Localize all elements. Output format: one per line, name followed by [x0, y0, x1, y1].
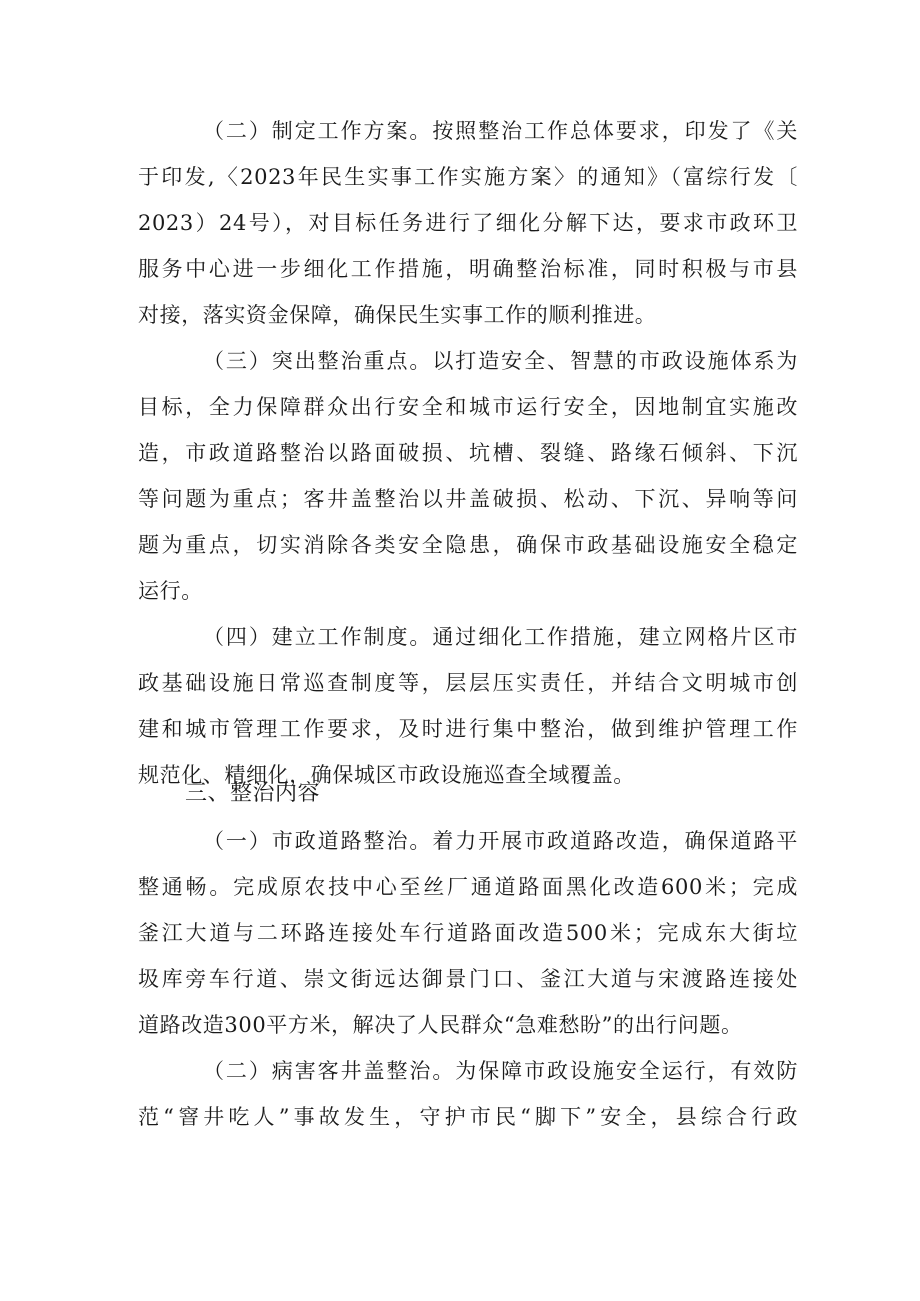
paragraph-2-line-4: 服务中心进一步细化工作措施，明确整治标准，同时积极与市县	[138, 257, 798, 281]
paragraph-4-line-4: 规范化、精细化，确保城区市政设施巡查全域覆盖。	[138, 763, 635, 787]
paragraph-3-line-6: 运行。	[138, 579, 203, 603]
section-3-paragraph-1-line-3: 釜江大道与二环路连接处车行道路面改造500米；完成东大街垃	[138, 921, 798, 945]
paragraph-4-line-3: 建和城市管理工作要求，及时进行集中整治，做到维护管理工作	[138, 717, 798, 741]
section-3-paragraph-1-line-2: 整通畅。完成原农技中心至丝厂通道路面黑化改造600米；完成	[138, 875, 798, 899]
section-3-paragraph-2-line-1: （二）病害客井盖整治。为保障市政设施安全运行，有效防	[203, 1059, 798, 1083]
paragraph-2-line-1: （二）制定工作方案。按照整治工作总体要求，印发了《关	[203, 119, 798, 143]
paragraph-3-line-5: 题为重点，切实消除各类安全隐患，确保市政基础设施安全稳定	[138, 533, 798, 557]
section-3-paragraph-2-line-2: 范“窨井吃人”事故发生，守护市民“脚下”安全，县综合行政	[138, 1105, 798, 1129]
paragraph-4-line-2: 政基础设施日常巡查制度等，层层压实责任，并结合文明城市创	[138, 671, 798, 695]
paragraph-3-line-1: （三）突出整治重点。以打造安全、智慧的市政设施体系为	[203, 349, 798, 373]
section-3-paragraph-1-line-1: （一）市政道路整治。着力开展市政道路改造，确保道路平	[203, 829, 798, 853]
paragraph-3-line-2: 目标，全力保障群众出行安全和城市运行安全，因地制宜实施改	[138, 395, 798, 419]
paragraph-2-line-2: 于印发,〈2023年民生实事工作实施方案〉的通知》（富综行发〔	[138, 165, 798, 189]
paragraph-2-line-3: 2023）24号），对目标任务进行了细化分解下达，要求市政环卫	[138, 211, 798, 235]
section-3-paragraph-1-line-5: 道路改造300平方米，解决了人民群众“急难愁盼”的出行问题。	[138, 1013, 743, 1037]
section-heading: 三、整治内容	[185, 781, 321, 806]
paragraph-2-line-5: 对接，落实资金保障，确保民生实事工作的顺利推进。	[138, 303, 657, 327]
section-3-paragraph-1-line-4: 圾库旁车行道、崇文街远达御景门口、釜江大道与宋渡路连接处	[138, 967, 798, 991]
paragraph-3-line-3: 造，市政道路整治以路面破损、坑槽、裂缝、路缘石倾斜、下沉	[138, 441, 798, 465]
paragraph-4-line-1: （四）建立工作制度。通过细化工作措施，建立网格片区市	[203, 625, 798, 649]
paragraph-3-line-4: 等问题为重点；客井盖整治以井盖破损、松动、下沉、异响等问	[138, 487, 798, 511]
